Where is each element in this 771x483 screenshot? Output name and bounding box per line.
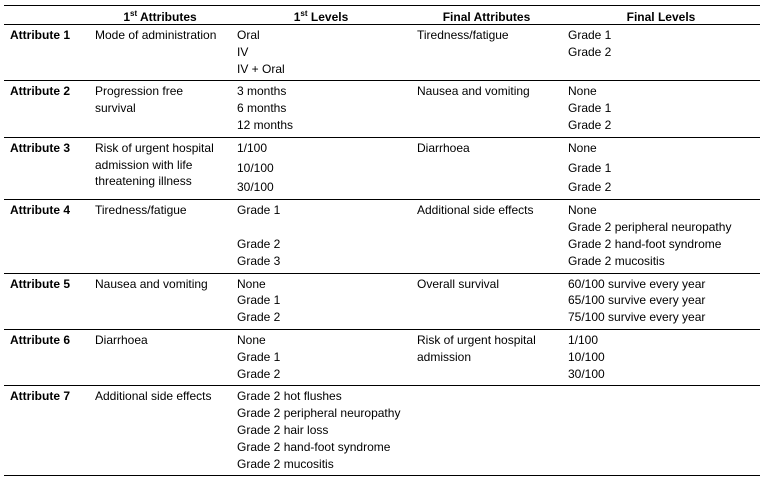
level-item: Grade 2 (237, 366, 281, 381)
level-item: Grade 1 (237, 349, 281, 364)
level-item: Grade 2 (237, 236, 281, 251)
table-row (4, 137, 760, 199)
level-item: 10/100 (568, 349, 605, 364)
level-item: 12 months (237, 117, 294, 132)
final-attribute (411, 386, 562, 476)
level-item: Grade 2 (568, 180, 612, 195)
attribute-id: Attribute 5 (4, 273, 89, 329)
final-attribute: Diarrhoea (411, 137, 562, 199)
first-attribute: Risk of urgent hospital admission with life threatening illness (89, 137, 231, 199)
level-item: Grade 2 hand-foot syndrome (237, 439, 391, 454)
level-item: Grade 2 hand-foot syndrome (568, 236, 722, 251)
final-levels (562, 25, 760, 81)
final-levels (562, 386, 760, 476)
level-item: 30/100 (568, 366, 605, 381)
level-item: IV + Oral (237, 61, 285, 76)
level-item: Grade 1 (568, 28, 612, 42)
level-item: Grade 2 hot flushes (237, 389, 342, 404)
level-item: Grade 3 (237, 253, 281, 268)
table-row (4, 81, 760, 137)
attribute-id: Attribute 2 (4, 81, 89, 137)
header-blank (4, 6, 89, 25)
level-item: 75/100 survive every year (568, 310, 706, 325)
header-first-levels: 1st Levels (231, 6, 411, 25)
attribute-id: Attribute 6 (4, 329, 89, 385)
table-row (4, 25, 760, 81)
first-levels (231, 386, 411, 476)
first-levels (231, 25, 411, 81)
level-item: Grade 2 peripheral neuropathy (568, 219, 732, 234)
level-item: None (568, 84, 597, 99)
final-attribute: Tiredness/fatigue (411, 25, 562, 81)
level-item: Grade 1 (237, 293, 281, 308)
first-attribute: Progression free survival (89, 81, 231, 137)
table-row (4, 386, 760, 476)
final-attribute: Overall survival (411, 273, 562, 329)
level-item: None (568, 140, 597, 155)
header-final-attributes: Final Attributes (411, 6, 562, 25)
level-item: 6 months (237, 101, 287, 116)
table-row (4, 329, 760, 385)
final-levels (562, 200, 760, 273)
level-item: Grade 1 (568, 160, 612, 175)
final-attribute: Nausea and vomiting (411, 81, 562, 137)
level-item: Grade 2 (568, 44, 612, 59)
level-item: None (568, 203, 597, 218)
level-item: Grade 1 (568, 101, 612, 116)
header-row (4, 6, 760, 25)
level-item: Grade 2 (237, 310, 281, 325)
first-attribute: Nausea and vomiting (89, 273, 231, 329)
header-first-attributes: 1st Attributes (89, 6, 231, 25)
first-attribute: Diarrhoea (89, 329, 231, 385)
final-levels (562, 273, 760, 329)
level-item: None (237, 332, 266, 347)
level-item: 30/100 (237, 180, 274, 195)
first-attribute: Additional side effects (89, 386, 231, 476)
attribute-id: Attribute 4 (4, 200, 89, 273)
level-item: Oral (237, 28, 260, 42)
level-item: Grade 2 mucositis (237, 456, 334, 471)
first-levels (231, 81, 411, 137)
first-attribute: Tiredness/fatigue (89, 200, 231, 273)
attributes-table (4, 5, 760, 476)
attribute-id: Attribute 3 (4, 137, 89, 199)
level-item: 65/100 survive every year (568, 293, 706, 308)
final-levels (562, 81, 760, 137)
first-levels (231, 273, 411, 329)
level-item: 1/100 (237, 140, 268, 155)
attribute-id: Attribute 1 (4, 25, 89, 81)
final-attribute: Additional side effects (411, 200, 562, 273)
level-item: Grade 2 mucositis (568, 253, 665, 268)
first-attribute: Mode of administration (89, 25, 231, 81)
first-levels (231, 329, 411, 385)
level-item: 10/100 (237, 160, 274, 175)
first-levels (231, 200, 411, 273)
level-item: 1/100 (568, 332, 599, 347)
table-row (4, 200, 760, 273)
first-levels (231, 137, 411, 199)
level-item: Grade 2 peripheral neuropathy (237, 406, 401, 421)
final-attribute: Risk of urgent hospital admission (411, 329, 562, 385)
level-item: 60/100 survive every year (568, 276, 706, 291)
level-item: Grade 2 hair loss (237, 422, 329, 437)
level-item: 3 months (237, 84, 287, 99)
level-item: IV (237, 44, 249, 59)
final-levels (562, 137, 760, 199)
table-row (4, 273, 760, 329)
level-item: Grade 1 (237, 203, 281, 218)
header-final-levels: Final Levels (562, 6, 760, 25)
attribute-id: Attribute 7 (4, 386, 89, 476)
level-item: Grade 2 (568, 117, 612, 132)
final-levels (562, 329, 760, 385)
level-item: None (237, 276, 266, 291)
